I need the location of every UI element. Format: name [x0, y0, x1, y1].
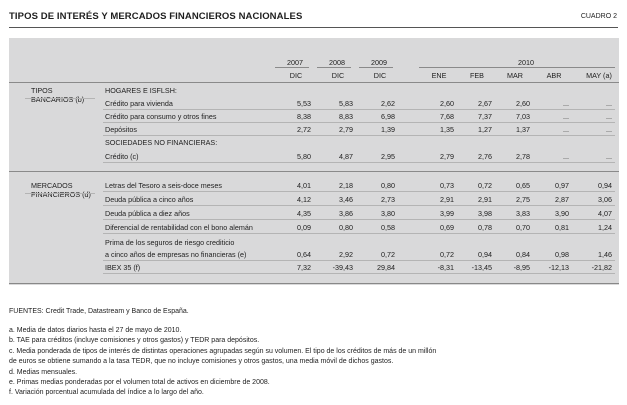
table-cell: 2,76	[478, 152, 492, 161]
table-cell: 0,70	[516, 223, 530, 232]
table-cell: 2,78	[516, 152, 530, 161]
table-cell: ...	[606, 99, 612, 108]
table-cell: ...	[563, 125, 569, 134]
row-label: a cinco años de empresas no financieras (e)	[105, 250, 247, 259]
table-cell: 0,98	[555, 250, 569, 259]
table-cell: 4,01	[297, 181, 311, 190]
table-cell: ...	[606, 112, 612, 121]
header-month: DIC	[289, 71, 303, 80]
table-cell: 3,98	[478, 209, 492, 218]
table-cell: -13,45	[471, 263, 492, 272]
row-label: SOCIEDADES NO FINANCIERAS:	[105, 138, 218, 147]
table-cell: 3,06	[598, 195, 612, 204]
row-separator	[103, 122, 615, 123]
row-label: Diferencial de rentabilidad con el bono alemán	[105, 223, 253, 232]
table-cell: 0,84	[516, 250, 530, 259]
table-cell: 2,79	[440, 152, 454, 161]
table-cell: 1,24	[598, 223, 612, 232]
table-cell: 2,62	[381, 99, 395, 108]
table-cell: 2,60	[516, 99, 530, 108]
table-cell: 2,79	[339, 125, 353, 134]
table-cell: 7,32	[297, 263, 311, 272]
table-cell: 2,18	[339, 181, 353, 190]
table-cell: ...	[563, 99, 569, 108]
row-separator	[103, 260, 615, 261]
footnote: de euros se obtiene sumando a la tasa TEDR, que no incluye comisiones y otros gastos, una media móvil de dichos gastos.	[9, 358, 394, 365]
section-rule	[25, 98, 95, 99]
header-month: ENE	[431, 71, 447, 80]
year-2010-span-rule	[419, 67, 615, 68]
year-span-rule	[359, 67, 393, 68]
row-separator	[103, 191, 615, 192]
row-label: HOGARES E ISFLSH:	[105, 86, 177, 95]
table-cell: 0,09	[297, 223, 311, 232]
header-month: MAR	[507, 71, 523, 80]
footnote: f. Variación porcentual acumulada del índice a lo largo del año.	[9, 389, 204, 396]
header-rule	[9, 82, 619, 83]
row-label: Letras del Tesoro a seis-doce meses	[105, 181, 222, 190]
table-cell: 5,80	[297, 152, 311, 161]
year-span-rule	[317, 67, 351, 68]
header-month: DIC	[373, 71, 387, 80]
section-rule	[25, 193, 95, 194]
table-cell: 4,87	[339, 152, 353, 161]
table-cell: -21,82	[591, 263, 612, 272]
table-cell: ...	[606, 152, 612, 161]
table-title: TIPOS DE INTERÉS Y MERCADOS FINANCIEROS NACIONALES	[9, 11, 303, 22]
table-cell: 1,35	[440, 125, 454, 134]
table-cell: 2,73	[381, 195, 395, 204]
data-table	[9, 38, 619, 285]
table-number: CUADRO 2	[580, 13, 617, 20]
footnote: c. Media ponderada de tipos de interés de distintas operaciones agrupadas según su volumen. El tipo de los créditos de más de un millón	[9, 348, 437, 355]
footnote: a. Media de datos diarios hasta el 27 de mayo de 2010.	[9, 327, 182, 334]
table-cell: 2,67	[478, 99, 492, 108]
table-cell: 1,39	[381, 125, 395, 134]
table-cell: 1,37	[516, 125, 530, 134]
row-separator	[103, 205, 615, 206]
table-cell: 1,46	[598, 250, 612, 259]
table-cell: 0,58	[381, 223, 395, 232]
table-cell: 0,72	[440, 250, 454, 259]
table-cell: 0,72	[381, 250, 395, 259]
table-cell: 4,12	[297, 195, 311, 204]
row-label: Deuda pública a cinco años	[105, 195, 194, 204]
table-cell: 2,87	[555, 195, 569, 204]
table-cell: 0,97	[555, 181, 569, 190]
row-label: Prima de los seguros de riesgo crediticio	[105, 238, 235, 247]
header-month: MAY (a)	[586, 71, 612, 80]
section-rule	[9, 171, 619, 172]
table-cell: 4,07	[598, 209, 612, 218]
table-cell: 29,84	[377, 263, 395, 272]
row-separator	[103, 109, 615, 110]
table-cell: 8,38	[297, 112, 311, 121]
header-year: 2008	[329, 58, 345, 67]
table-cell: ...	[563, 112, 569, 121]
row-label: Depósitos	[105, 125, 137, 134]
table-cell: 0,80	[339, 223, 353, 232]
table-cell: 5,53	[297, 99, 311, 108]
table-cell: 0,78	[478, 223, 492, 232]
row-label: IBEX 35 (f)	[105, 263, 141, 272]
table-cell: 2,72	[297, 125, 311, 134]
header-year: 2007	[287, 58, 303, 67]
row-separator	[103, 233, 615, 234]
table-cell: 0,81	[555, 223, 569, 232]
header-month: DIC	[331, 71, 345, 80]
row-separator	[103, 273, 615, 274]
table-cell: -12,13	[548, 263, 569, 272]
section-label: MERCADOS	[31, 181, 73, 190]
row-separator	[103, 135, 615, 136]
table-cell: 3,99	[440, 209, 454, 218]
table-cell: 2,92	[339, 250, 353, 259]
table-cell: 3,90	[555, 209, 569, 218]
table-cell: 3,86	[339, 209, 353, 218]
section-label: FINANCIEROS (d)	[31, 190, 91, 199]
row-label: Crédito para vivienda	[105, 99, 173, 108]
table-cell: ...	[563, 152, 569, 161]
table-cell: 2,95	[381, 152, 395, 161]
row-label: Crédito para consumo y otros fines	[105, 112, 217, 121]
table-cell: 7,68	[440, 112, 454, 121]
table-cell: 5,83	[339, 99, 353, 108]
table-bottom-rule	[9, 283, 619, 284]
header-year-2010: 2010	[518, 58, 534, 67]
table-cell: -39,43	[332, 263, 353, 272]
title-rule	[9, 27, 618, 28]
row-label: Crédito (c)	[105, 152, 139, 161]
table-cell: 0,65	[516, 181, 530, 190]
row-separator	[103, 162, 615, 163]
table-cell: -8,95	[513, 263, 530, 272]
table-cell: ...	[606, 125, 612, 134]
table-cell: -8,31	[437, 263, 454, 272]
header-month: ABR	[546, 71, 562, 80]
footnote: b. TAE para créditos (incluye comisiones y otros gastos) y TEDR para depósitos.	[9, 337, 260, 344]
table-cell: 6,98	[381, 112, 395, 121]
table-cell: 2,91	[478, 195, 492, 204]
sources-note: FUENTES: Credit Trade, Datastream y Banco de España.	[9, 308, 189, 315]
section-label: TIPOS	[31, 86, 53, 95]
table-cell: 0,69	[440, 223, 454, 232]
table-cell: 0,64	[297, 250, 311, 259]
table-cell: 0,80	[381, 181, 395, 190]
row-label: Deuda pública a diez años	[105, 209, 190, 218]
table-cell: 3,46	[339, 195, 353, 204]
row-separator	[103, 219, 615, 220]
table-cell: 2,75	[516, 195, 530, 204]
table-cell: 2,60	[440, 99, 454, 108]
table-cell: 4,35	[297, 209, 311, 218]
header-month: FEB	[470, 71, 484, 80]
table-cell: 1,27	[478, 125, 492, 134]
table-cell: 0,72	[478, 181, 492, 190]
table-cell: 3,83	[516, 209, 530, 218]
table-cell: 7,37	[478, 112, 492, 121]
table-cell: 0,73	[440, 181, 454, 190]
table-cell: 8,83	[339, 112, 353, 121]
header-year: 2009	[371, 58, 387, 67]
table-cell: 2,91	[440, 195, 454, 204]
table-cell: 0,94	[478, 250, 492, 259]
year-span-rule	[275, 67, 309, 68]
table-cell: 7,03	[516, 112, 530, 121]
footnote: e. Primas medias ponderadas por el volumen total de activos en diciembre de 2008.	[9, 379, 270, 386]
footnote: d. Medias mensuales.	[9, 369, 78, 376]
section-label: BANCARIOS (b)	[31, 95, 85, 104]
table-cell: 3,80	[381, 209, 395, 218]
table-cell: 0,94	[598, 181, 612, 190]
